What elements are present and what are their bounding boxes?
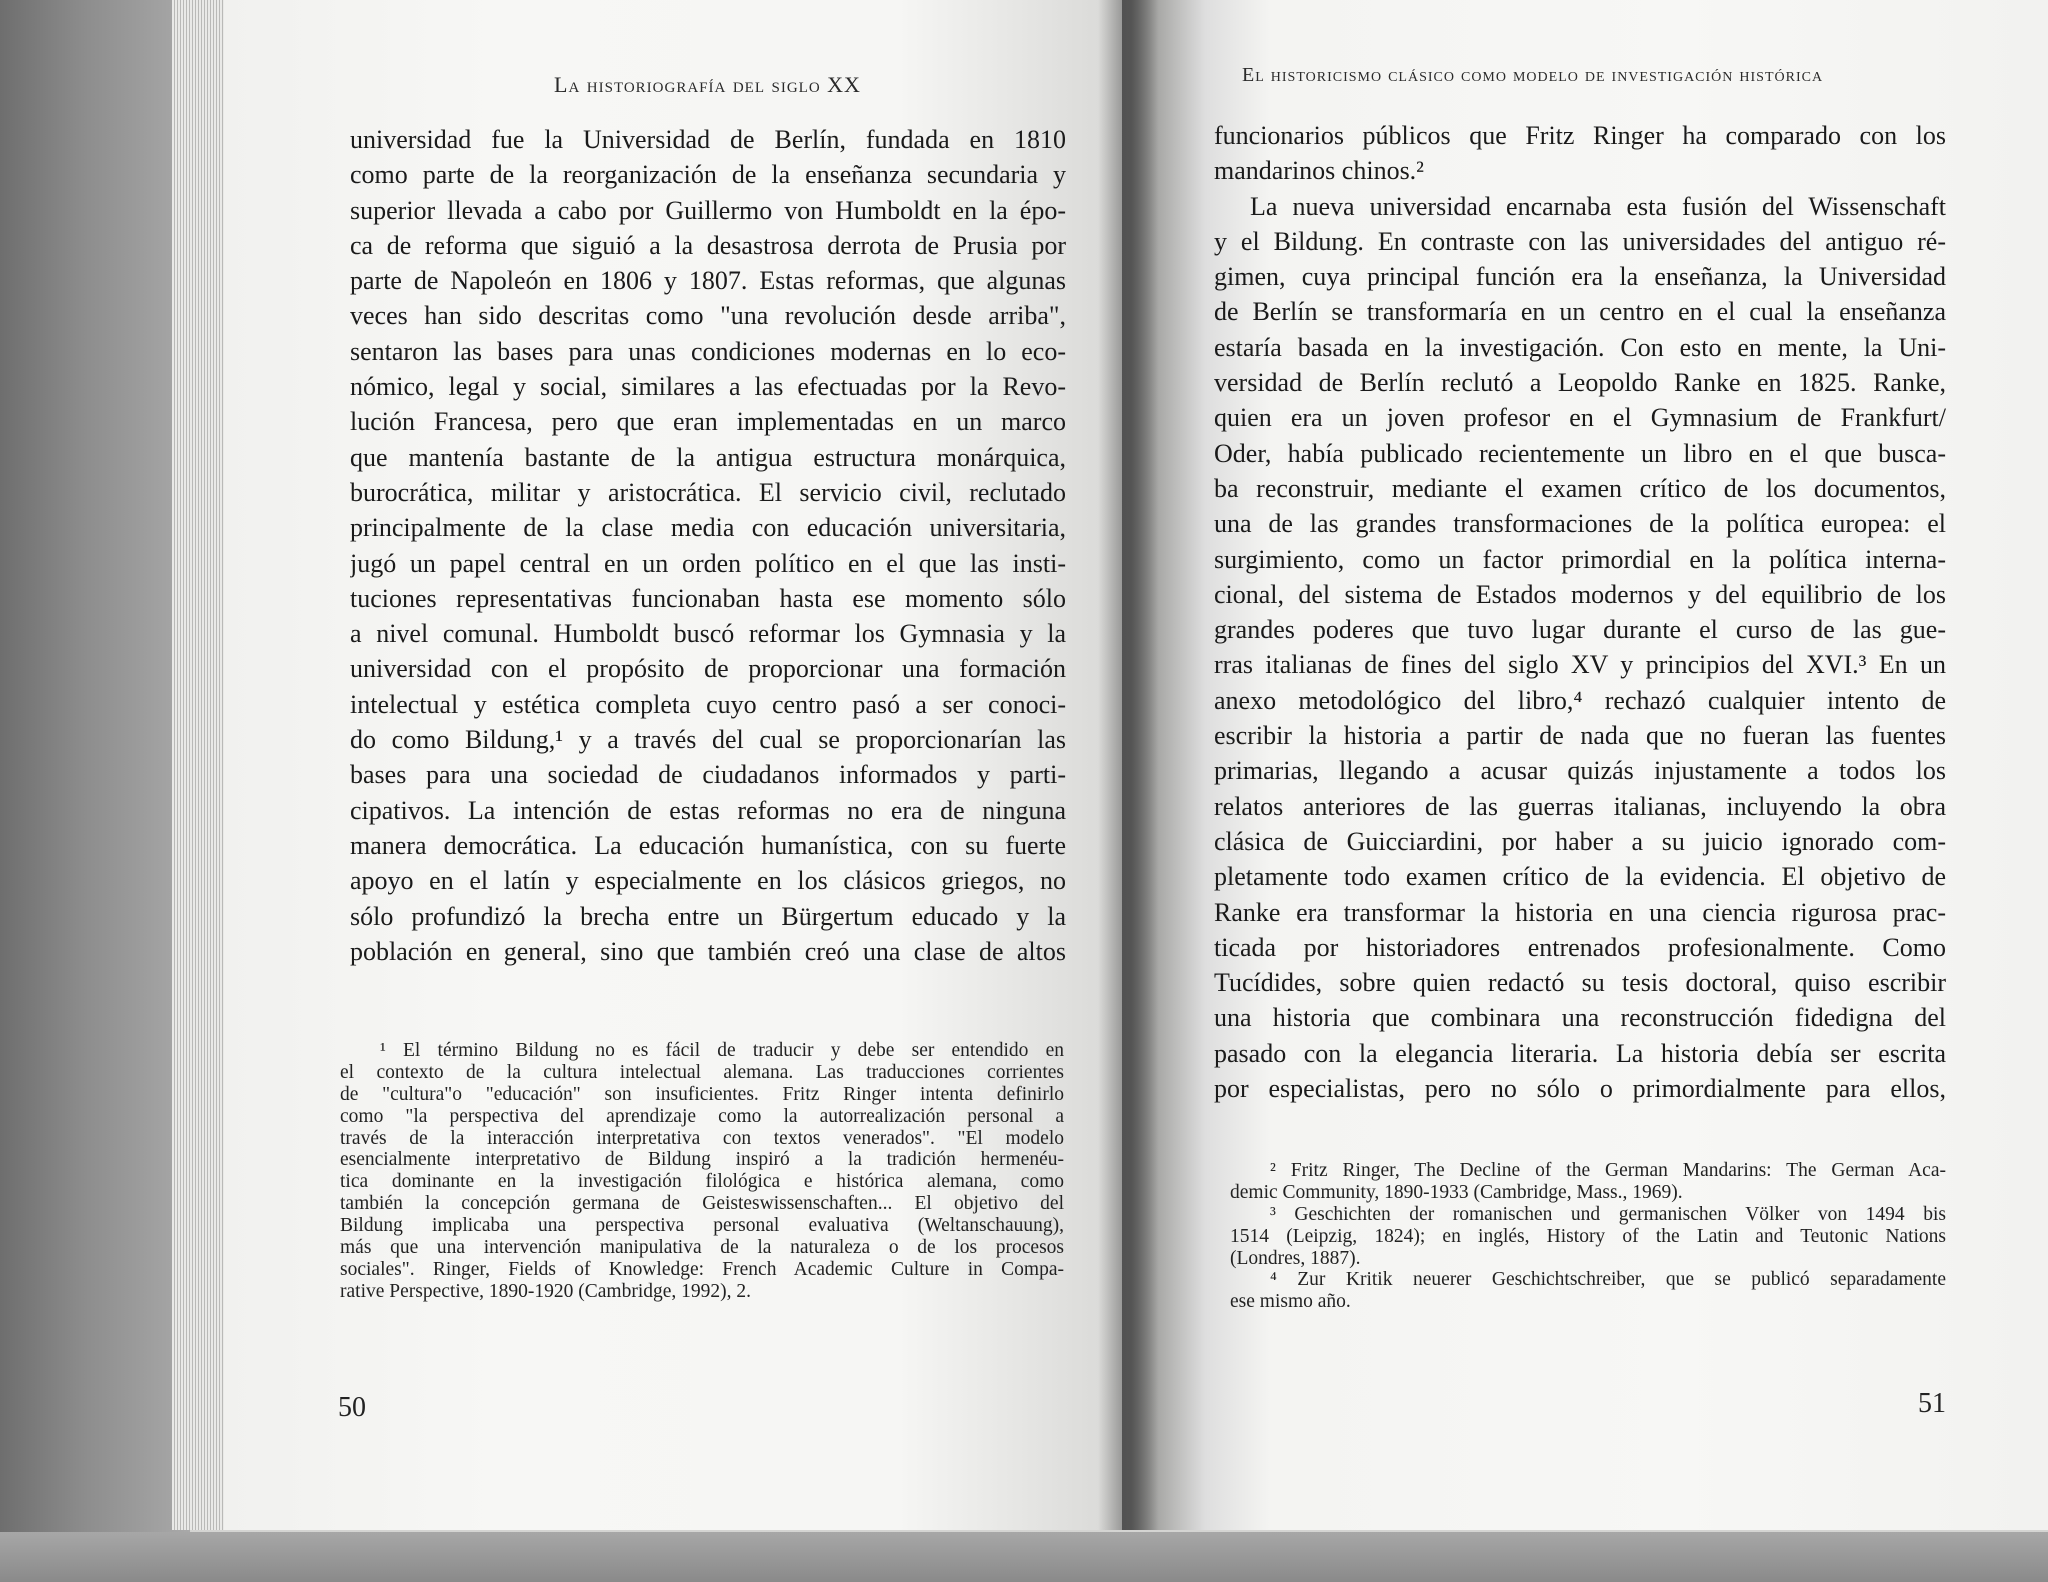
scan-background-left: [0, 0, 190, 1582]
body-text-right: [1214, 118, 1946, 1106]
footnote-line: ese mismo año.: [1230, 1291, 1351, 1313]
text-line: ticada por historiadores entrenados profesionalmente. Como: [1214, 932, 1946, 962]
text-line: funcionarios públicos que Fritz Ringer ha comparado con los: [1214, 121, 1946, 150]
text-line: cional, del sistema de Estados modernos y del equilibrio de los: [1214, 579, 1946, 609]
book-gutter: [1098, 0, 1158, 1530]
footnote-line: (Londres, 1887).: [1230, 1247, 1361, 1269]
text-line: primarias, llegando a acusar quizás injustamente a todos los: [1214, 756, 1946, 786]
text-line: por especialistas, pero no sólo o primordialmente para ellos,: [1214, 1074, 1946, 1104]
text-line: nómico, legal y social, similares a las efectuadas por la Revo-: [350, 372, 1066, 402]
text-line: una de las grandes transformaciones de la política europea: el: [1214, 509, 1946, 539]
text-line: apoyo en el latín y especialmente en los clásicos griegos, no: [350, 866, 1066, 896]
text-line: pletamente todo examen crítico de la evidencia. El objetivo de: [1214, 862, 1946, 892]
left-page: [224, 0, 1122, 1530]
footnote-line: también la concepción germana de Geisteswissenschaften... El objetivo del: [340, 1193, 1064, 1215]
text-line: cipativos. La intención de estas reformas no era de ninguna: [350, 795, 1066, 825]
running-head-left: La historiografía del siglo XX: [554, 72, 861, 97]
text-line: universidad fue la Universidad de Berlín, fundada en 1810: [350, 125, 1066, 154]
footnote-line: rative Perspective, 1890-1920 (Cambridge, 1992), 2.: [340, 1280, 752, 1302]
footnote-line: través de la interacción interpretativa con textos venerados". "El modelo: [340, 1127, 1064, 1149]
text-line: grandes poderes que tuvo lugar durante el curso de las gue-: [1214, 615, 1946, 645]
footnote-line: sociales". Ringer, Fields of Knowledge: French Academic Culture in Compa-: [340, 1258, 1064, 1280]
text-line: que mantenía bastante de la antigua estructura monárquica,: [350, 442, 1066, 472]
text-line: Oder, había publicado recientemente un libro en el que busca-: [1214, 438, 1946, 468]
text-line: anexo metodológico del libro,⁴ rechazó cualquier intento de: [1214, 685, 1946, 715]
footnote-line: de "cultura"o "educación" son insuficientes. Fritz Ringer intenta definirlo: [340, 1083, 1064, 1105]
text-line: veces han sido descritas como "una revolución desde arriba",: [350, 301, 1066, 331]
text-line: intelectual y estética completa cuyo centro pasó a ser conoci-: [350, 689, 1066, 719]
text-line: gimen, cuya principal función era la enseñanza, la Universidad: [1214, 262, 1946, 292]
text-line: lución Francesa, pero que eran implementadas en un marco: [350, 407, 1066, 437]
text-line: sentaron las bases para unas condiciones modernas en lo eco-: [350, 336, 1066, 366]
running-head-right: El historicismo clásico como modelo de investigación histórica: [1242, 64, 1824, 86]
text-line: población en general, sino que también creó una clase de altos: [350, 936, 1066, 966]
text-line: quien era un joven profesor en el Gymnasium de Frankfurt/: [1214, 403, 1946, 433]
text-line: manera democrática. La educación humanística, con su fuerte: [350, 830, 1066, 860]
text-line: ba reconstruir, mediante el examen crítico de los documentos,: [1214, 473, 1946, 503]
footnote-line: más que una intervención manipulativa de la naturaleza o de los procesos: [340, 1237, 1064, 1259]
text-line: universidad con el propósito de proporcionar una formación: [350, 654, 1066, 684]
page-number-right: 51: [1918, 1388, 1946, 1419]
footnote-line: ⁴ Zur Kritik neuerer Geschichtschreiber, que se publicó separadamente: [1270, 1269, 1946, 1291]
text-line: surgimiento, como un factor primordial en la política interna-: [1214, 544, 1946, 574]
footnote-line: el contexto de la cultura intelectual alemana. Las traducciones corrientes: [340, 1061, 1064, 1083]
text-line: parte de Napoleón en 1806 y 1807. Estas reformas, que algunas: [350, 266, 1066, 296]
text-line: de Berlín se transformaría en un centro en el cual la enseñanza: [1214, 297, 1946, 327]
text-line: una historia que combinara una reconstrucción fidedigna del: [1214, 1003, 1946, 1033]
text-line: Ranke era transformar la historia en una ciencia rigurosa prac-: [1214, 897, 1946, 927]
text-line: relatos anteriores de las guerras italianas, incluyendo la obra: [1214, 791, 1946, 821]
footnote-line: demic Community, 1890-1933 (Cambridge, Mass., 1969).: [1230, 1181, 1683, 1203]
body-text-left: [350, 122, 1066, 969]
text-line: versidad de Berlín reclutó a Leopoldo Ranke en 1825. Ranke,: [1214, 368, 1946, 398]
text-line: estaría basada en la investigación. Con esto en mente, la Uni-: [1214, 332, 1946, 362]
text-line: rras italianas de fines del siglo XV y principios del XVI.³ En un: [1214, 650, 1946, 680]
text-line: como parte de la reorganización de la enseñanza secundaria y: [350, 160, 1066, 190]
text-line: burocrática, militar y aristocrática. El servicio civil, reclutado: [350, 477, 1066, 507]
text-line: jugó un papel central en un orden político en el que las insti-: [350, 548, 1066, 578]
text-line: a nivel comunal. Humboldt buscó reformar los Gymnasia y la: [350, 619, 1066, 649]
text-line: bases para una sociedad de ciudadanos informados y parti-: [350, 760, 1066, 790]
text-line: mandarinos chinos.²: [1214, 156, 1424, 186]
text-line: clásica de Guicciardini, por haber a su juicio ignorado com-: [1214, 826, 1946, 856]
footnotes-left: [340, 1040, 1064, 1303]
footnote-line: Bildung implicaba una perspectiva personal evaluativa (Weltanschauung),: [340, 1215, 1064, 1237]
text-line: do como Bildung,¹ y a través del cual se proporcionarían las: [350, 725, 1066, 755]
footnote-line: ² Fritz Ringer, The Decline of the German Mandarins: The German Aca-: [1270, 1160, 1946, 1181]
footnote-line: ¹ El término Bildung no es fácil de traducir y debe ser entendido en: [380, 1040, 1064, 1061]
text-line: principalmente de la clase media con educación universitaria,: [350, 513, 1066, 543]
text-line: ca de reforma que siguió a la desastrosa derrota de Prusia por: [350, 230, 1066, 260]
footnotes-right: [1230, 1160, 1946, 1313]
footnote-line: como "la perspectiva del aprendizaje como la autorrealización personal a: [340, 1105, 1064, 1127]
footnote-line: tica dominante en la investigación filológica e histórica alemana, como: [340, 1171, 1064, 1193]
text-line: sólo profundizó la brecha entre un Bürgertum educado y la: [350, 901, 1066, 931]
footnote-line: ³ Geschichten der romanischen und germanischen Völker von 1494 bis: [1270, 1203, 1946, 1225]
scan-background-bottom: [0, 1532, 2048, 1582]
text-line: escribir la historia a partir de nada que no fueran las fuentes: [1214, 721, 1946, 751]
page-number-left: 50: [338, 1392, 366, 1423]
text-line: y el Bildung. En contraste con las universidades del antiguo ré-: [1214, 226, 1946, 256]
text-line: superior llevada a cabo por Guillermo von Humboldt en la épo-: [350, 195, 1066, 225]
footnote-line: 1514 (Leipzig, 1824); en inglés, History of the Latin and Teutonic Nations: [1230, 1225, 1946, 1247]
text-line: pasado con la elegancia literaria. La historia debía ser escrita: [1214, 1038, 1946, 1068]
page-edges: [172, 0, 228, 1530]
footnote-line: esencialmente interpretativo de Bildung inspiró a la tradición hermenéu-: [340, 1149, 1064, 1171]
text-line: Tucídides, sobre quien redactó su tesis doctoral, quiso escribir: [1214, 968, 1946, 998]
text-line: tuciones representativas funcionaban hasta ese momento sólo: [350, 583, 1066, 613]
text-line: La nueva universidad encarnaba esta fusión del Wissenschaft: [1250, 191, 1946, 221]
right-page: [1122, 0, 2048, 1530]
